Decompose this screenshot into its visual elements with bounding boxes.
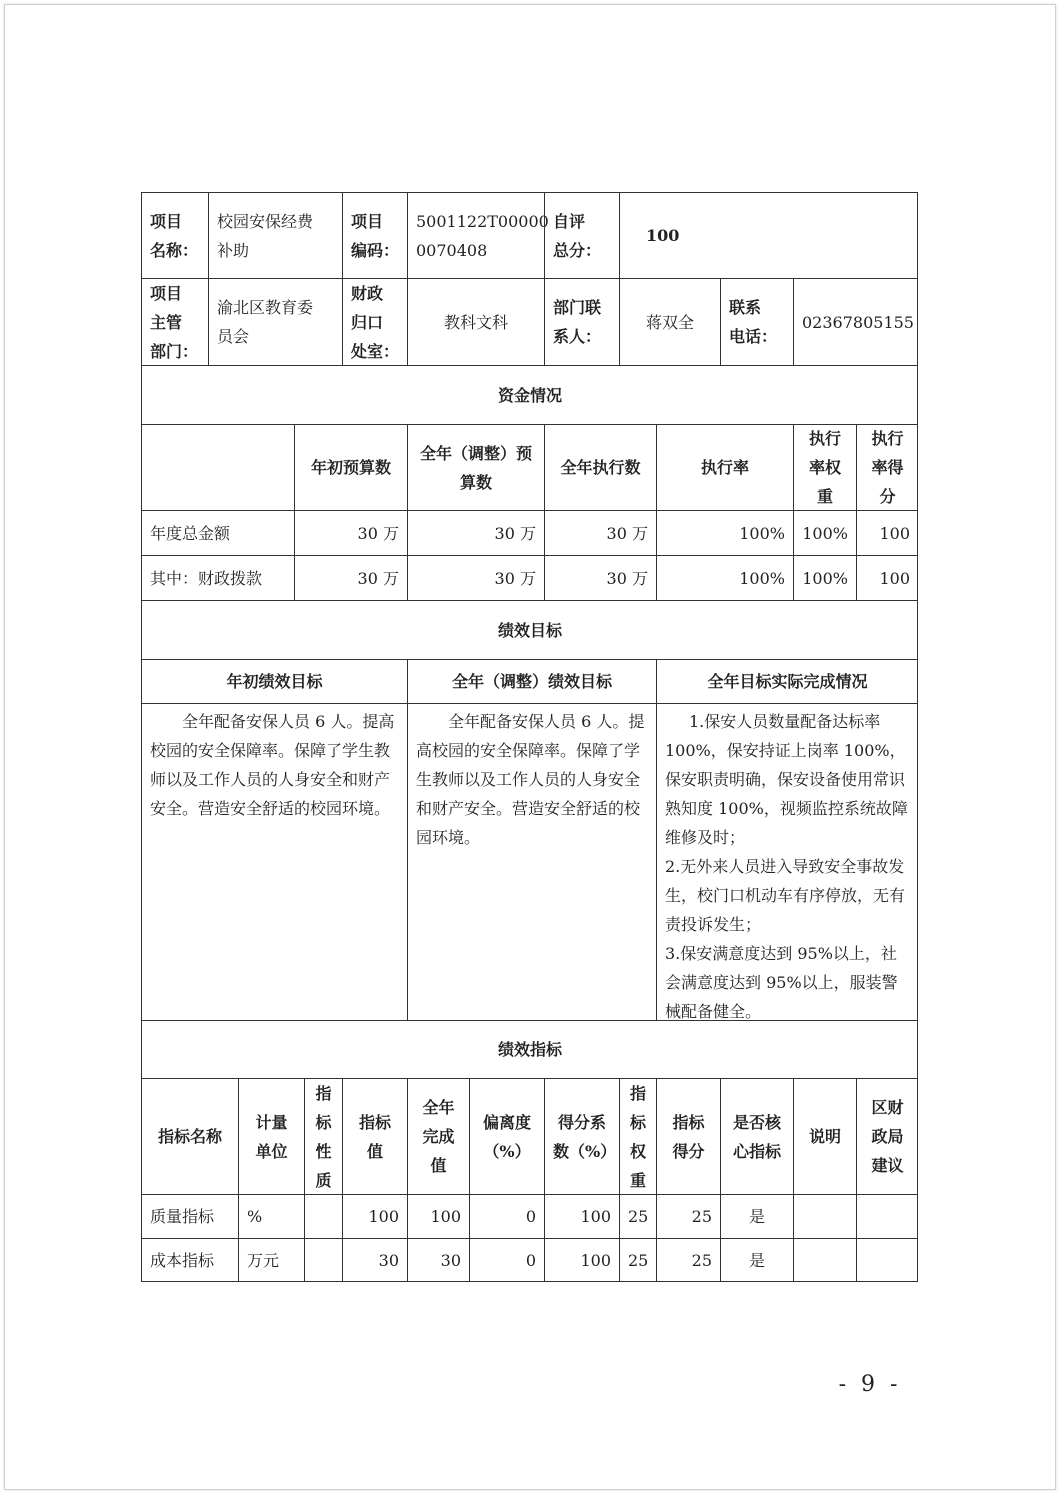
indicator-header-6: 得分系 数（%） (544, 1078, 619, 1194)
indicator-header-1: 计量 单位 (238, 1078, 304, 1194)
table-border-right (917, 192, 918, 1282)
phone-value: 02367805155 (793, 278, 918, 365)
funds-cell: 30 万 (294, 555, 407, 600)
indicator-name: 成本指标 (141, 1238, 238, 1282)
indicator-header-3: 指标 值 (342, 1078, 407, 1194)
indicator-cell (856, 1194, 918, 1238)
indicator-cell: 100 (544, 1238, 619, 1282)
indicator-name: 质量指标 (141, 1194, 238, 1238)
indicator-cell: 100 (407, 1194, 469, 1238)
funds-cell: 100% (656, 555, 793, 600)
indicator-cell: % (238, 1194, 304, 1238)
self-score-label: 自评 总分： (544, 192, 619, 278)
indicator-cell (304, 1194, 342, 1238)
indicator-header-11: 区财 政局 建议 (856, 1078, 918, 1194)
project-name-value: 校园安保经费 补助 (208, 192, 342, 278)
indicator-cell (304, 1238, 342, 1282)
goals-actual-header: 全年目标实际完成情况 (656, 659, 918, 703)
indicator-header-4: 全年 完成 值 (407, 1078, 469, 1194)
indicator-header-2: 指 标 性 质 (304, 1078, 342, 1194)
funds-cell: 100 (856, 555, 918, 600)
table-border-bottom (141, 1281, 918, 1282)
indicator-cell: 100 (544, 1194, 619, 1238)
goals-initial-header: 年初绩效目标 (141, 659, 407, 703)
department-label: 项目 主管 部门： (141, 278, 208, 365)
project-code-value: 5001122T00000 0070408 (407, 192, 544, 278)
indicator-cell: 25 (656, 1194, 720, 1238)
indicator-cell: 是 (720, 1194, 793, 1238)
indicator-cell: 25 (619, 1238, 656, 1282)
actual-item: 1.保安人员数量配备达标率100%，保安持证上岗率 100%，保安职责明确，保安设备使用常识熟知度 100%，视频监控系统故障维修及时； (665, 712, 908, 847)
indicator-header-8: 指标 得分 (656, 1078, 720, 1194)
goals-section-title: 绩效目标 (141, 600, 918, 659)
indicator-header-10: 说明 (793, 1078, 856, 1194)
funds-header-0 (141, 424, 294, 510)
indicator-cell: 25 (619, 1194, 656, 1238)
funds-header-4: 执行率 (656, 424, 793, 510)
indicator-cell: 30 (407, 1238, 469, 1282)
contact-value: 蒋双全 (619, 278, 720, 365)
funds-header-6: 执行 率得 分 (856, 424, 918, 510)
funds-cell: 100% (656, 510, 793, 555)
indicator-cell (793, 1238, 856, 1282)
self-score-value: 100 (619, 192, 918, 278)
goals-actual-text (656, 703, 918, 1020)
page-number: - 9 - (838, 1372, 902, 1397)
indicator-header-0: 指标名称 (141, 1078, 238, 1194)
funds-cell: 30 万 (294, 510, 407, 555)
project-name-label: 项目 名称： (141, 192, 208, 278)
actual-item: 2.无外来人员进入导致安全事故发生，校门口机动车有序停放，无有责投诉发生； (665, 857, 906, 934)
actual-item: 3.保安满意度达到 95%以上，社会满意度达到 95%以上，服装警械配备健全。 (665, 944, 898, 1021)
goals-initial-text: 全年配备安保人员 6 人。提高校园的安全保障率。保障了学生教师以及工作人员的人身安全和财产安全。营造安全舒适的校园环境。 (141, 703, 407, 1020)
funds-cell: 100 (856, 510, 918, 555)
phone-label: 联系 电话： (720, 278, 793, 365)
indicator-cell: 0 (469, 1238, 544, 1282)
funds-header-5: 执行 率权 重 (793, 424, 856, 510)
goals-adjusted-text: 全年配备安保人员 6 人。提高校园的安全保障率。保障了学生教师以及工作人员的人身安全和财产安全。营造安全舒适的校园环境。 (407, 703, 656, 1020)
funds-header-3: 全年执行数 (544, 424, 656, 510)
indicator-cell: 0 (469, 1194, 544, 1238)
funds-cell: 30 万 (544, 510, 656, 555)
indicator-cell (856, 1238, 918, 1282)
finance-office-value: 教科文科 (407, 278, 544, 365)
indicators-section-title: 绩效指标 (141, 1020, 918, 1078)
indicator-header-9: 是否核 心指标 (720, 1078, 793, 1194)
funds-section-title: 资金情况 (141, 365, 918, 424)
indicator-cell: 25 (656, 1238, 720, 1282)
funds-cell: 100% (793, 510, 856, 555)
indicator-cell (793, 1194, 856, 1238)
funds-cell: 100% (793, 555, 856, 600)
funds-header-1: 年初预算数 (294, 424, 407, 510)
indicator-header-5: 偏离度 （%） (469, 1078, 544, 1194)
funds-header-2: 全年（调整）预 算数 (407, 424, 544, 510)
funds-cell: 30 万 (407, 510, 544, 555)
department-value: 渝北区教育委 员会 (208, 278, 342, 365)
project-code-label: 项目 编码： (342, 192, 407, 278)
finance-office-label: 财政 归口 处室： (342, 278, 407, 365)
funds-row-label: 年度总金额 (141, 510, 294, 555)
indicator-cell: 100 (342, 1194, 407, 1238)
indicator-header-7: 指 标 权 重 (619, 1078, 656, 1194)
contact-label: 部门联 系人： (544, 278, 619, 365)
funds-cell: 30 万 (407, 555, 544, 600)
indicator-cell: 万元 (238, 1238, 304, 1282)
funds-row-label: 其中：财政拨款 (141, 555, 294, 600)
funds-cell: 30 万 (544, 555, 656, 600)
indicator-cell: 是 (720, 1238, 793, 1282)
goals-adjusted-header: 全年（调整）绩效目标 (407, 659, 656, 703)
indicator-cell: 30 (342, 1238, 407, 1282)
